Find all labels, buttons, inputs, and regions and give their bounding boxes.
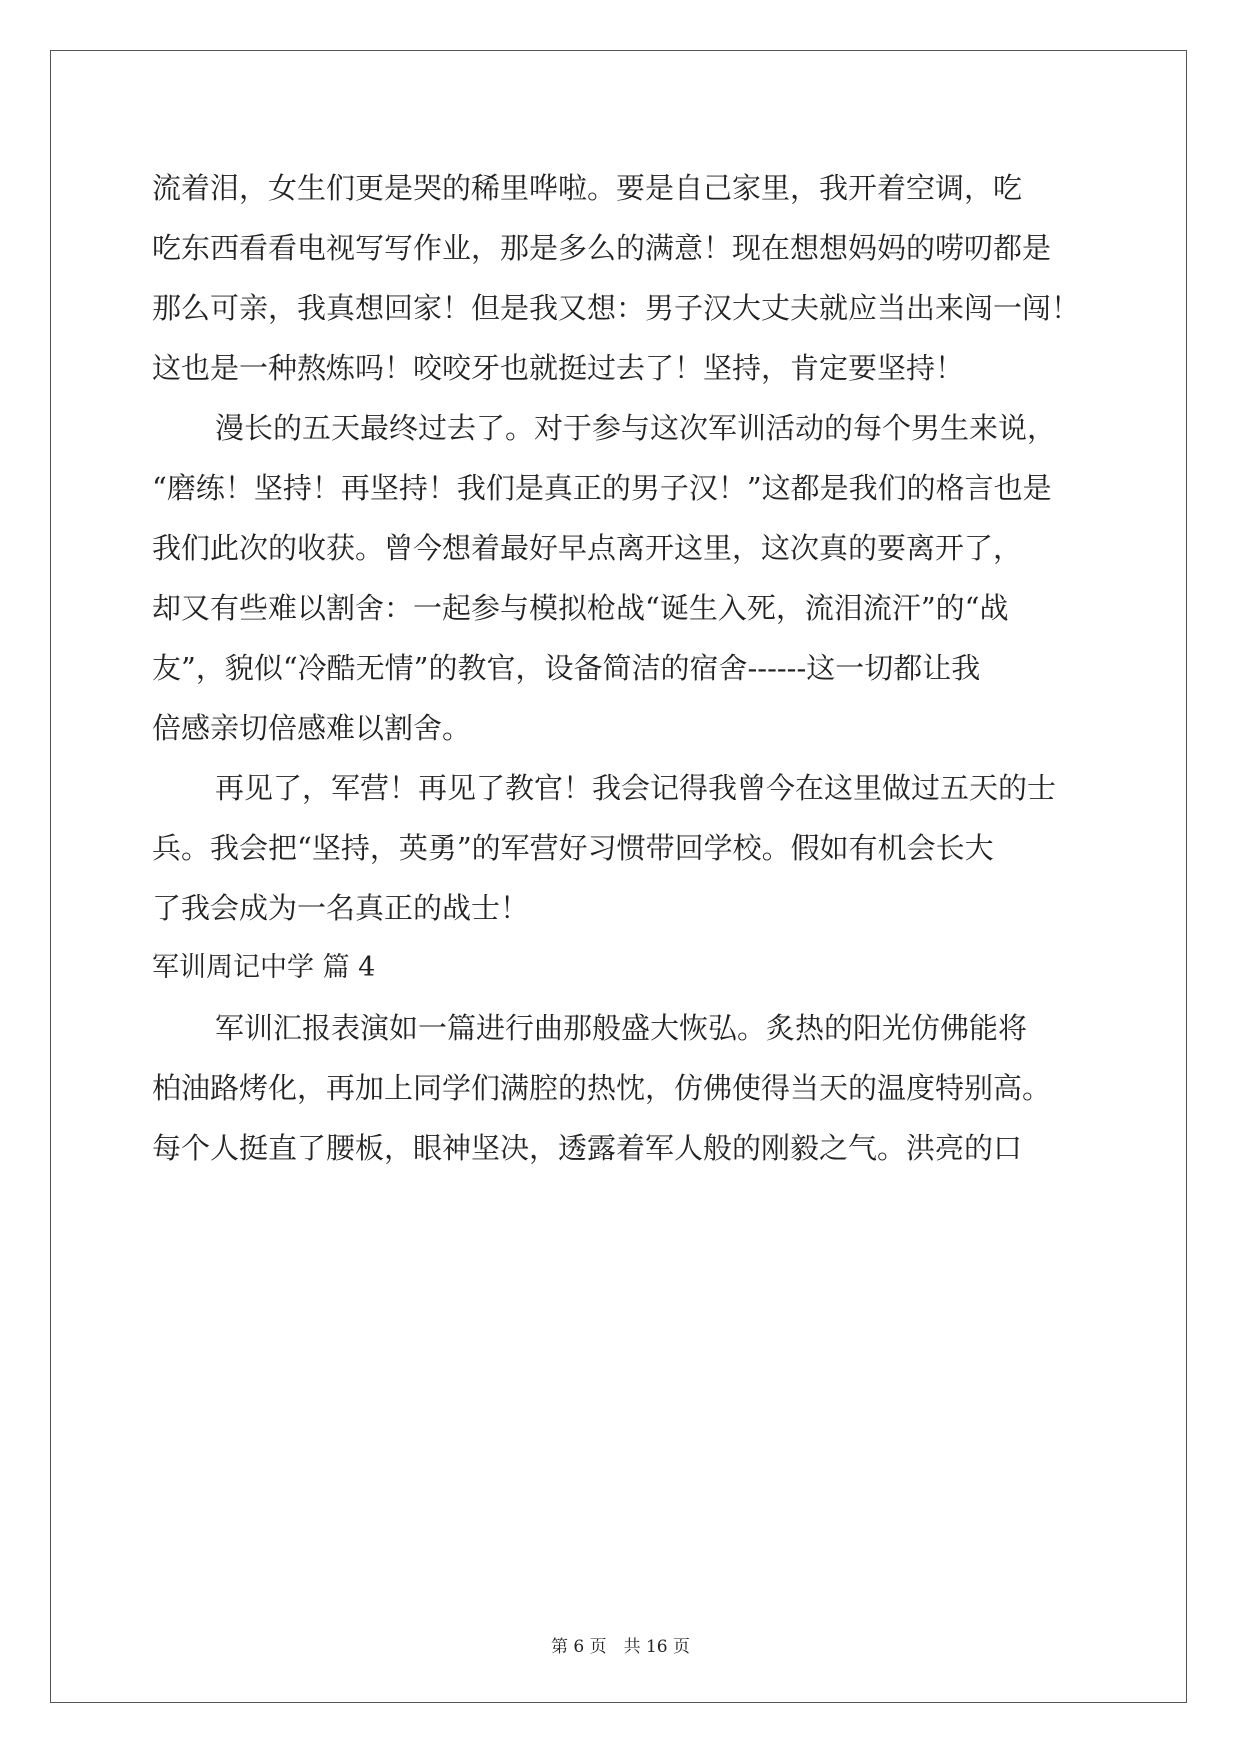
text-line: 友”，貌似“冷酷无情”的教官，设备简洁的宿舍------这一切都让我	[152, 651, 981, 685]
text-line: 那么可亲，我真想回家！但是我又想：男子汉大丈夫就应当出来闯一闯！	[152, 291, 1081, 325]
text-line: “磨练！坚持！再坚持！我们是真正的男子汉！”这都是我们的格言也是	[152, 471, 1052, 505]
text-line: 流着泪，女生们更是哭的稀里哗啦。要是自己家里，我开着空调，吃	[152, 171, 1023, 205]
text-line: 每个人挺直了腰板，眼神坚决，透露着军人般的刚毅之气。洪亮的口	[152, 1131, 1023, 1165]
text-line: 军训汇报表演如一篇进行曲那般盛大恢弘。炙热的阳光仿佛能将	[215, 1011, 1028, 1045]
text-line: 倍感亲切倍感难以割舍。	[152, 711, 472, 745]
paragraph-block-2	[152, 998, 1092, 1178]
text-line: 吃东西看看电视写写作业，那是多么的满意！现在想想妈妈的唠叨都是	[152, 231, 1052, 265]
text-line: 兵。我会把“坚持，英勇”的军营好习惯带回学校。假如有机会长大	[152, 831, 994, 865]
paragraph-block-1	[152, 158, 1092, 938]
section-heading: 军训周记中学 篇 4	[152, 952, 376, 983]
text-line: 却又有些难以割舍：一起参与模拟枪战“诞生入死，流泪流汗”的“战	[152, 591, 1009, 625]
document-body	[152, 158, 1092, 1178]
text-line: 漫长的五天最终过去了。对于参与这次军训活动的每个男生来说，	[215, 411, 1057, 445]
text-line: 我们此次的收获。曾今想着最好早点离开这里，这次真的要离开了，	[152, 531, 1023, 565]
text-line: 了我会成为一名真正的战士！	[152, 891, 530, 925]
text-line: 再见了，军营！再见了教官！我会记得我曾今在这里做过五天的士	[215, 771, 1057, 805]
text-line: 这也是一种熬炼吗！咬咬牙也就挺过去了！坚持，肯定要坚持！	[152, 351, 965, 385]
page-number-footer: 第 6 页 共 16 页	[550, 1637, 691, 1657]
text-line: 柏油路烤化，再加上同学们满腔的热忱，仿佛使得当天的温度特别高。	[152, 1071, 1052, 1105]
